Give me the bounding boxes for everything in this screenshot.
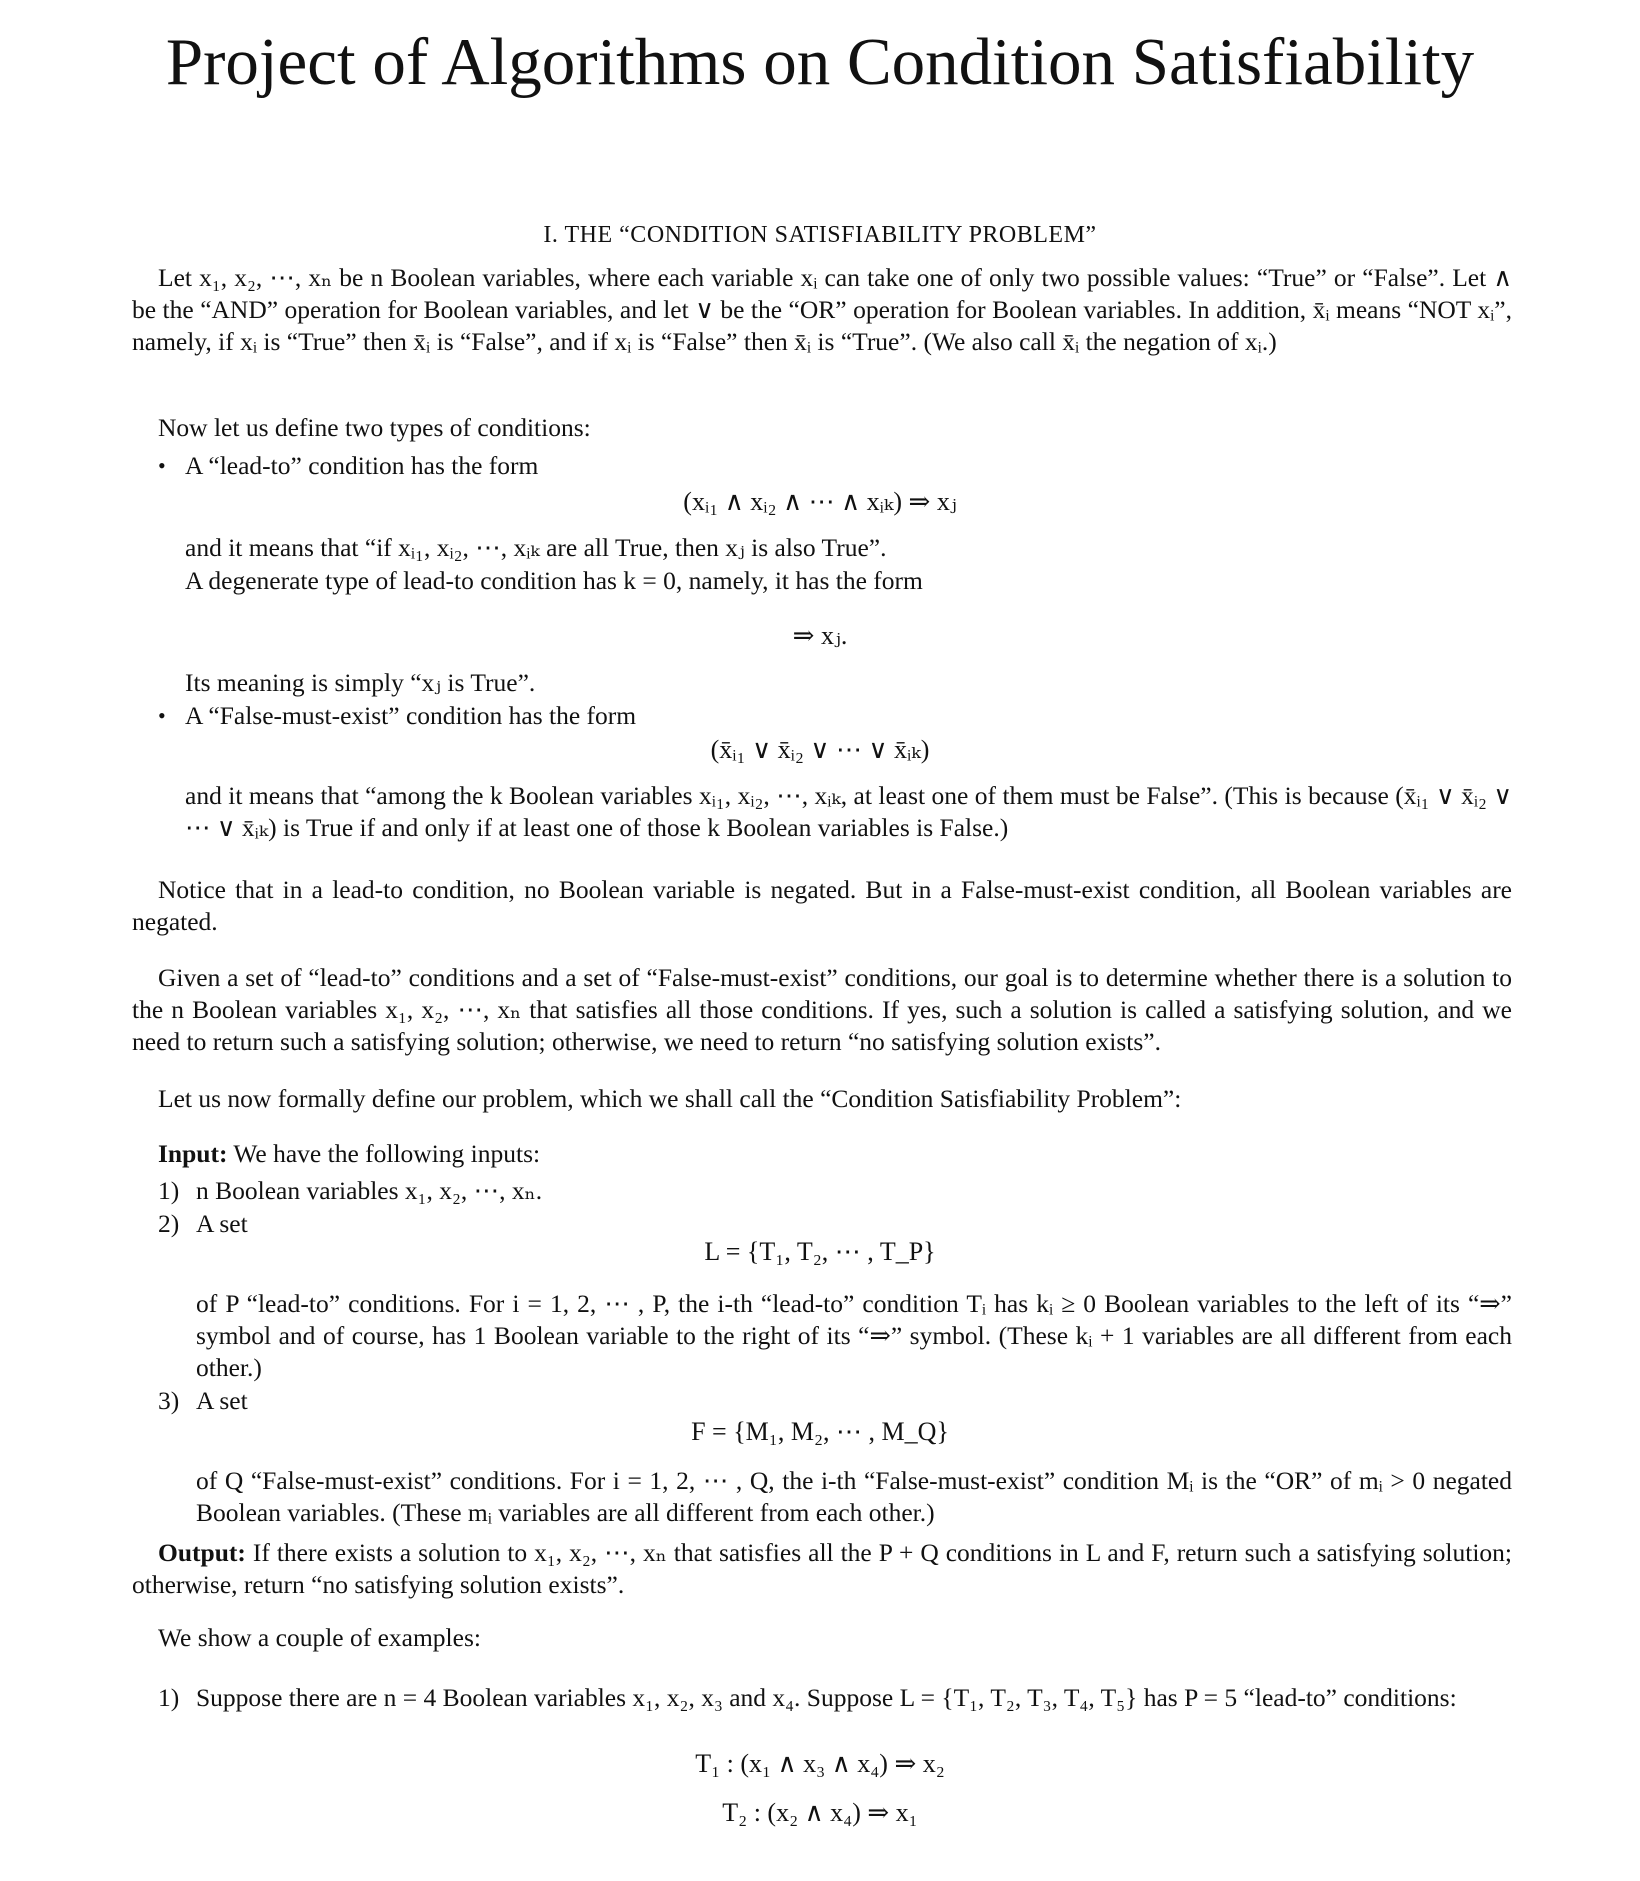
list-number: 1) xyxy=(158,1683,180,1712)
bullet-marker: • xyxy=(158,703,166,728)
condition-T1: T₁ : (x₁ ∧ x₃ ∧ x₄) ⇒ x₂ xyxy=(695,1749,945,1778)
F-formula: F = {M₁, M₂, ⋯ , M_Q} xyxy=(691,1417,949,1446)
given-paragraph: Given a set of “lead-to” conditions and a set of “False-must-exist” conditions, our goal is to determine whether there is a solution to the n Boolean variables x₁, x₂, ⋯, xₙ that satisfies all those conditions. If yes, such a solution is called a satisfying solution, and we need to return such a satisfying solution; otherwise, we need to return “no satisfying solution exists”. xyxy=(132,963,1512,1056)
degenerate-formula: ⇒ xⱼ. xyxy=(792,621,848,650)
L-formula: L = {T₁, T₂, ⋯ , T_P} xyxy=(704,1237,936,1266)
its-meaning: Its meaning is simply “xⱼ is True”. xyxy=(185,668,536,697)
input-item-3: A set xyxy=(196,1386,248,1415)
degenerate-text: A degenerate type of lead-to condition has k = 0, namely, it has the form xyxy=(185,566,923,595)
list-number: 2) xyxy=(158,1209,180,1238)
input-text: We have the following inputs: xyxy=(233,1139,541,1168)
condition-T2: T₂ : (x₂ ∧ x₄) ⇒ x₁ xyxy=(722,1798,918,1827)
examples-intro: We show a couple of examples: xyxy=(158,1623,481,1652)
input-item-1: n Boolean variables x₁, x₂, ⋯, xₙ. xyxy=(196,1176,543,1205)
output-paragraph xyxy=(132,1537,1512,1601)
input-item-2-desc: of P “lead-to” conditions. For i = 1, 2, ⋯ , P, the i-th “lead-to” condition Tᵢ has kᵢ ≥ 0 Boolean variables to the left of its “⇒” symbol and of course, has 1 Boolean variable to the right of its “⇒” symbol. (These kᵢ + 1 variables are all different from each other.) xyxy=(196,1289,1512,1382)
fme-intro: A “False-must-exist” condition has the form xyxy=(185,701,637,730)
paper-title: Project of Algorithms on Condition Satisfiability xyxy=(165,25,1475,99)
output-text: If there exists a solution to x₁, x₂, ⋯, xₙ that satisfies all the P + Q conditions in L and F, return such a satisfying solution; otherwise, return “no satisfying solution exists”. xyxy=(132,1538,1513,1599)
fme-formula: (x̄ᵢ₁ ∨ x̄ᵢ₂ ∨ ⋯ ∨ x̄ᵢₖ) xyxy=(710,735,930,764)
example-1: Suppose there are n = 4 Boolean variables x₁, x₂, x₃ and x₄. Suppose L = {T₁, T₂, T₃, T₄, T₅} has P = 5 “lead-to” conditions: xyxy=(196,1683,1457,1712)
section-number: I. xyxy=(543,222,559,248)
notice-paragraph: Notice that in a lead-to condition, no Boolean variable is negated. But in a False-must-exist condition, all Boolean variables are negated. xyxy=(132,875,1512,936)
fme-meaning: and it means that “among the k Boolean variables xᵢ₁, xᵢ₂, ⋯, xᵢₖ, at least one of them must be False”. (This is because (x̄ᵢ₁ ∨ x̄ᵢ₂ ∨ ⋯ ∨ x̄ᵢₖ) is True if and only if at least one of those k Boolean variables is False.) xyxy=(185,781,1512,842)
list-number: 3) xyxy=(158,1386,180,1415)
section-heading xyxy=(0,222,1640,249)
define-two-types: Now let us define two types of conditions: xyxy=(158,413,591,442)
leadto-intro: A “lead-to” condition has the form xyxy=(185,451,539,480)
section-title: THE “CONDITION SATISFIABILITY PROBLEM” xyxy=(564,222,1097,248)
input-heading xyxy=(158,1138,540,1170)
bullet-marker: • xyxy=(158,453,166,478)
leadto-formula: (xᵢ₁ ∧ xᵢ₂ ∧ ⋯ ∧ xᵢₖ) ⇒ xⱼ xyxy=(683,487,957,516)
leadto-meaning: and it means that “if xᵢ₁, xᵢ₂, ⋯, xᵢₖ are all True, then xⱼ is also True”. xyxy=(185,533,887,562)
input-label: Input: xyxy=(158,1139,228,1168)
output-label: Output: xyxy=(158,1538,246,1567)
list-number: 1) xyxy=(158,1176,180,1205)
input-item-2: A set xyxy=(196,1209,248,1238)
intro-paragraph: Let x₁, x₂, ⋯, xₙ be n Boolean variables, where each variable xᵢ can take one of only two possible values: “True” or “False”. Let ∧ be the “AND” operation for Boolean variables, and let ∨ be the “OR” operation for Boolean variables. In addition, x̄ᵢ means “NOT xᵢ”, namely, if xᵢ is “True” then x̄ᵢ is “False”, and if xᵢ is “False” then x̄ᵢ is “True”. (We also call x̄ᵢ the negation of xᵢ.) xyxy=(132,263,1512,356)
input-item-3-desc: of Q “False-must-exist” conditions. For i = 1, 2, ⋯ , Q, the i-th “False-must-exist” condition Mᵢ is the “OR” of mᵢ > 0 negated Boolean variables. (These mᵢ variables are all different from each other.) xyxy=(196,1466,1512,1527)
formal-definition: Let us now formally define our problem, which we shall call the “Condition Satisfiability Problem”: xyxy=(158,1084,1182,1113)
